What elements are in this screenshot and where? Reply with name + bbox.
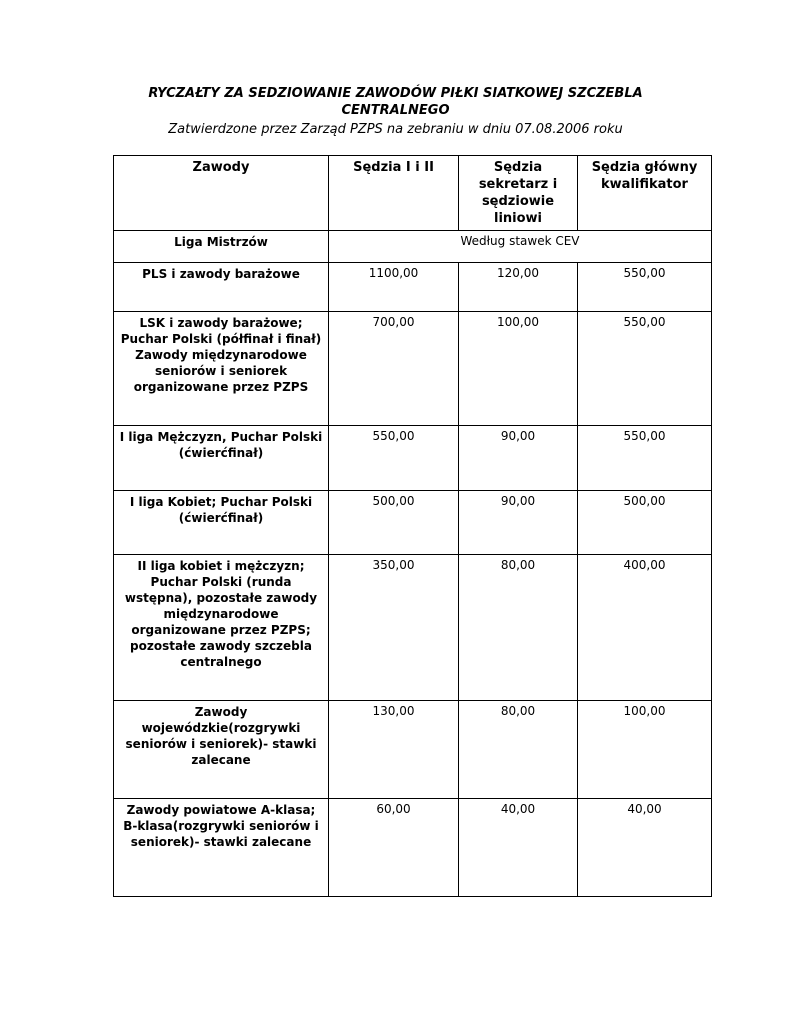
- secretary-rate-cell: 120,00: [459, 263, 578, 312]
- competition-cell: I liga Kobiet; Puchar Polski (ćwierćfinał): [114, 491, 329, 555]
- document-title: RYCZAŁTY ZA SEDZIOWANIE ZAWODÓW PIŁKI SIATKOWEJ SZCZEBLA CENTRALNEGO: [148, 86, 643, 118]
- chief-rate-cell: 400,00: [578, 555, 712, 701]
- competition-cell: Zawody powiatowe A-klasa; B-klasa(rozgrywki seniorów i seniorek)- stawki zalecane: [114, 799, 329, 897]
- secretary-rate-cell: 100,00: [459, 312, 578, 426]
- chief-rate-cell: 550,00: [578, 312, 712, 426]
- secretary-rate-cell: 90,00: [459, 491, 578, 555]
- referee-rate-cell: 500,00: [329, 491, 459, 555]
- competition-cell: II liga kobiet i mężczyzn; Puchar Polski (runda wstępna), pozostałe zawody międzynarodowe organizowane przez PZPS; pozostałe zawody szczebla centralnego: [114, 555, 329, 701]
- referee-rate-cell: 130,00: [329, 701, 459, 799]
- chief-rate-cell: 550,00: [578, 426, 712, 491]
- table-row: [114, 312, 712, 426]
- chief-rate-cell: 550,00: [578, 263, 712, 312]
- secretary-rate-cell: 40,00: [459, 799, 578, 897]
- table-row: [114, 701, 712, 799]
- competition-cell: Zawody wojewódzkie(rozgrywki seniorów i seniorek)- stawki zalecane: [114, 701, 329, 799]
- document-subtitle: Zatwierdzone przez Zarząd PZPS na zebraniu w dniu 07.08.2006 roku: [168, 122, 623, 137]
- table-row: [114, 555, 712, 701]
- chief-rate-cell: 40,00: [578, 799, 712, 897]
- chief-rate-cell: 500,00: [578, 491, 712, 555]
- rates-table: [113, 155, 712, 897]
- column-header-competition: Zawody: [114, 156, 329, 231]
- competition-cell: PLS i zawody barażowe: [114, 263, 329, 312]
- referee-rate-cell: 550,00: [329, 426, 459, 491]
- competition-cell: I liga Mężczyzn, Puchar Polski (ćwierćfinał): [114, 426, 329, 491]
- referee-rate-cell: 1100,00: [329, 263, 459, 312]
- referee-rate-cell: 60,00: [329, 799, 459, 897]
- table-row: [114, 799, 712, 897]
- column-header-referee: Sędzia I i II: [329, 156, 459, 231]
- chief-rate-cell: 100,00: [578, 701, 712, 799]
- competition-cell: LSK i zawody barażowe; Puchar Polski (półfinał i finał) Zawody międzynarodowe seniorów i seniorek organizowane przez PZPS: [114, 312, 329, 426]
- secretary-rate-cell: 80,00: [459, 701, 578, 799]
- table-row: [114, 263, 712, 312]
- secretary-rate-cell: 90,00: [459, 426, 578, 491]
- secretary-rate-cell: 80,00: [459, 555, 578, 701]
- column-header-chief: Sędzia główny kwalifikator: [578, 156, 712, 231]
- table-row: [114, 426, 712, 491]
- table-row-cev: [114, 231, 712, 263]
- referee-rate-cell: 350,00: [329, 555, 459, 701]
- column-header-secretary: Sędzia sekretarz i sędziowie liniowi: [459, 156, 578, 231]
- table-header-row: [114, 156, 712, 231]
- document-header: [0, 85, 791, 138]
- competition-cell: Liga Mistrzów: [114, 231, 329, 263]
- cev-note-cell: Według stawek CEV: [329, 231, 712, 263]
- table-row: [114, 491, 712, 555]
- referee-rate-cell: 700,00: [329, 312, 459, 426]
